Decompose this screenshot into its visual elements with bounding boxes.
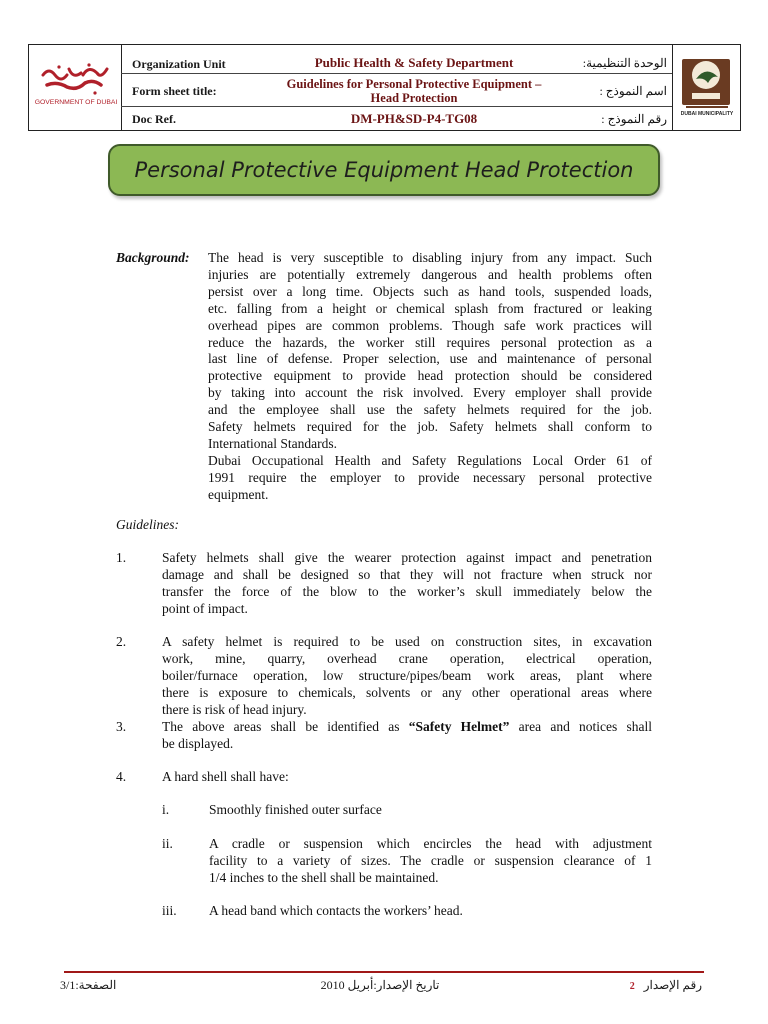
background-line: equipment. bbox=[208, 486, 269, 502]
guideline-item-1-line: Safety helmets shall give the wearer protection against impact and penetration bbox=[162, 550, 652, 565]
subitem-number: iii. bbox=[162, 903, 177, 918]
subitem-line: facility to a variety of sizes. The cradle or suspension clearance of 1 bbox=[209, 852, 652, 868]
subitem-number: i. bbox=[162, 802, 170, 817]
subitem-line: Smoothly finished outer surface bbox=[209, 802, 382, 817]
footer-rule bbox=[64, 971, 704, 973]
government-of-dubai-logo bbox=[29, 45, 121, 130]
dubai-municipality-logo bbox=[672, 45, 742, 130]
form-sheet-title-line-2: Head Protection bbox=[370, 91, 458, 105]
background-line: Safety helmets required for the job. Safety helmets shall conform to bbox=[208, 419, 652, 434]
subitem-line: A head band which contacts the workers’ head. bbox=[209, 903, 463, 918]
organization-unit-arabic-label: الوحدة التنظيمية: bbox=[582, 56, 667, 70]
guideline-item-3-post: area and notices shall bbox=[509, 719, 653, 734]
guideline-item-2-line: there is exposure to chemicals, solvents or any other operational areas where bbox=[162, 684, 652, 700]
guideline-item-2-number: 2. bbox=[116, 634, 127, 649]
background-line: International Standards. bbox=[208, 435, 337, 451]
guideline-item-1-line: transfer the force of the blow to the worker’s skull immediately below the bbox=[162, 583, 652, 599]
guideline-item-3-line-2: be displayed. bbox=[162, 735, 234, 751]
document-header bbox=[28, 44, 741, 131]
guidelines-label: Guidelines: bbox=[116, 517, 179, 532]
background-line: Dubai Occupational Health and Safety Regulations Local Order 61 of bbox=[208, 452, 652, 468]
subitem-line: 1/4 inches to the shell shall be maintained. bbox=[209, 869, 439, 885]
form-sheet-title-arabic-label: اسم النموذج : bbox=[599, 84, 667, 98]
government-of-dubai-logo-text: GOVERNMENT OF DUBAI bbox=[34, 99, 118, 106]
guideline-item-3-number: 3. bbox=[116, 719, 127, 734]
form-sheet-title-value bbox=[249, 77, 579, 105]
background-line: persist over a long time. Objects such as hand tools, suspended loads, bbox=[208, 283, 652, 299]
guideline-item-2-line: there is risk of head injury. bbox=[162, 701, 307, 717]
background-line: overhead pipes are common problems. Though safe work practices will bbox=[208, 317, 652, 333]
footer-issue-date: تاريخ الإصدار:أبريل 2010 bbox=[320, 978, 440, 992]
guideline-item-3-line-1 bbox=[162, 719, 652, 736]
subitem-line: A cradle or suspension which encircles the head with adjustment bbox=[209, 836, 652, 851]
footer-issue-number bbox=[612, 978, 702, 993]
organization-unit-value: Public Health & Safety Department bbox=[314, 55, 514, 70]
doc-ref-arabic-label: رقم النموذج : bbox=[601, 112, 667, 126]
background-label: Background: bbox=[116, 250, 190, 265]
background-line: and the employee shall use the safety helmets required for the job. bbox=[208, 402, 652, 418]
footer-issue-label: رقم الإصدار bbox=[643, 978, 702, 992]
guideline-item-1-line: point of impact. bbox=[162, 600, 248, 616]
guideline-item-4-number: 4. bbox=[116, 769, 127, 784]
background-line: The head is very susceptible to disabling injury from any impact. Such bbox=[208, 250, 652, 265]
subitem-number: ii. bbox=[162, 836, 173, 851]
background-line: protective equipment to provide head protection should be considered bbox=[208, 368, 652, 384]
guideline-item-1-number: 1. bbox=[116, 550, 127, 565]
dubai-municipality-logo-text: DUBAI MUNICIPALITY bbox=[680, 111, 734, 117]
background-line: 1991 require the employer to provide necessary personal protective bbox=[208, 469, 652, 485]
guideline-item-3-pre: The above areas shall be identified as bbox=[162, 719, 409, 734]
guideline-item-2-line: work, mine, quarry, overhead crane operation, electrical operation, bbox=[162, 650, 652, 666]
organization-unit-label: Organization Unit bbox=[132, 57, 226, 71]
title-banner-text: Personal Protective Equipment Head Protection bbox=[134, 158, 634, 182]
background-line: injuries are potentially extremely dangerous and health problems often bbox=[208, 266, 652, 282]
guideline-item-2-line: boiler/furnace operation, low structure/pipes/beam work areas, plant where bbox=[162, 667, 652, 683]
guideline-item-4-text: A hard shell shall have: bbox=[162, 769, 289, 784]
footer-page-number: الصفحة:3/1 bbox=[60, 978, 117, 992]
background-line: reduce the hazards, the worker still requires personal protection as a bbox=[208, 334, 652, 350]
background-line: etc. falling from a height or chemical splash from fractured or leaking bbox=[208, 300, 652, 316]
form-sheet-title-label: Form sheet title: bbox=[132, 84, 217, 98]
guideline-item-3-text bbox=[162, 719, 652, 753]
form-sheet-title-line-1: Guidelines for Personal Protective Equipment – bbox=[286, 77, 542, 91]
safety-helmet-emphasis: “Safety Helmet” bbox=[408, 719, 510, 734]
background-line: last line of defense. Proper selection, use and maintenance of personal bbox=[208, 351, 652, 367]
title-banner bbox=[108, 144, 660, 196]
footer-issue-number-value: 2 bbox=[629, 981, 635, 992]
background-line: by taking into account the risk involved. Every employer shall provide bbox=[208, 385, 652, 401]
doc-ref-label: Doc Ref. bbox=[132, 112, 176, 126]
guideline-item-2-line: A safety helmet is required to be used on construction sites, in excavation bbox=[162, 634, 652, 649]
guideline-item-1-line: damage and shall be designed so that they will not fracture when struck nor bbox=[162, 566, 652, 582]
doc-ref-value: DM-PH&SD-P4-TG08 bbox=[350, 111, 478, 126]
